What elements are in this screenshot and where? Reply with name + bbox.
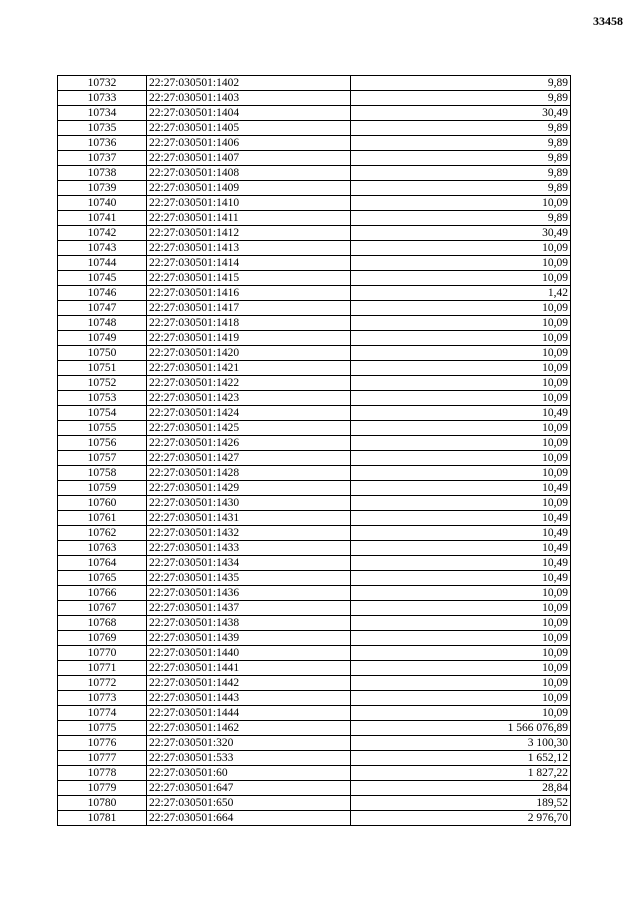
cadastral-number-cell: 22:27:030501:1436: [147, 586, 351, 601]
cadastral-number-cell: 22:27:030501:1438: [147, 616, 351, 631]
cadastral-number-cell: 22:27:030501:1407: [147, 151, 351, 166]
value-cell: 9,89: [351, 166, 571, 181]
row-number-cell: 10775: [58, 721, 147, 736]
table-row: [58, 481, 571, 496]
table-row: [58, 631, 571, 646]
value-cell: 10,09: [351, 256, 571, 271]
row-number-cell: 10764: [58, 556, 147, 571]
row-number-cell: 10758: [58, 466, 147, 481]
table-row: [58, 661, 571, 676]
table-row: [58, 376, 571, 391]
row-number-cell: 10745: [58, 271, 147, 286]
row-number-cell: 10746: [58, 286, 147, 301]
value-cell: 1,42: [351, 286, 571, 301]
cadastral-number-cell: 22:27:030501:1422: [147, 376, 351, 391]
cadastral-number-cell: 22:27:030501:1437: [147, 601, 351, 616]
value-cell: 9,89: [351, 151, 571, 166]
row-number-cell: 10774: [58, 706, 147, 721]
page-number: 33458: [593, 14, 623, 28]
row-number-cell: 10773: [58, 691, 147, 706]
row-number-cell: 10756: [58, 436, 147, 451]
row-number-cell: 10766: [58, 586, 147, 601]
cadastral-number-cell: 22:27:030501:1434: [147, 556, 351, 571]
row-number-cell: 10734: [58, 106, 147, 121]
value-cell: 10,09: [351, 586, 571, 601]
table-row: [58, 301, 571, 316]
cadastral-number-cell: 22:27:030501:1410: [147, 196, 351, 211]
row-number-cell: 10772: [58, 676, 147, 691]
table-row: [58, 361, 571, 376]
value-cell: 10,09: [351, 391, 571, 406]
value-cell: 9,89: [351, 91, 571, 106]
row-number-cell: 10735: [58, 121, 147, 136]
row-number-cell: 10760: [58, 496, 147, 511]
table-row: [58, 706, 571, 721]
table-row: [58, 121, 571, 136]
row-number-cell: 10743: [58, 241, 147, 256]
table-row: [58, 556, 571, 571]
table-row: [58, 346, 571, 361]
value-cell: 10,49: [351, 541, 571, 556]
table-row: [58, 91, 571, 106]
row-number-cell: 10747: [58, 301, 147, 316]
value-cell: 10,49: [351, 556, 571, 571]
cadastral-number-cell: 22:27:030501:647: [147, 781, 351, 796]
cadastral-number-cell: 22:27:030501:1403: [147, 91, 351, 106]
cadastral-number-cell: 22:27:030501:1416: [147, 286, 351, 301]
row-number-cell: 10754: [58, 406, 147, 421]
cadastral-number-cell: 22:27:030501:1426: [147, 436, 351, 451]
row-number-cell: 10757: [58, 451, 147, 466]
cadastral-number-cell: 22:27:030501:1405: [147, 121, 351, 136]
row-number-cell: 10755: [58, 421, 147, 436]
value-cell: 10,09: [351, 466, 571, 481]
table-row: [58, 646, 571, 661]
value-cell: 1 566 076,89: [351, 721, 571, 736]
row-number-cell: 10771: [58, 661, 147, 676]
value-cell: 10,49: [351, 571, 571, 586]
cadastral-number-cell: 22:27:030501:1419: [147, 331, 351, 346]
value-cell: 9,89: [351, 136, 571, 151]
table-row: [58, 781, 571, 796]
value-cell: 10,09: [351, 451, 571, 466]
cadastral-number-cell: 22:27:030501:1441: [147, 661, 351, 676]
value-cell: 10,09: [351, 241, 571, 256]
table-row: [58, 571, 571, 586]
table-row: [58, 196, 571, 211]
table-row: [58, 286, 571, 301]
cadastral-number-cell: 22:27:030501:1424: [147, 406, 351, 421]
row-number-cell: 10732: [58, 76, 147, 91]
row-number-cell: 10753: [58, 391, 147, 406]
table-row: [58, 511, 571, 526]
row-number-cell: 10778: [58, 766, 147, 781]
table-row: [58, 226, 571, 241]
cadastral-number-cell: 22:27:030501:1417: [147, 301, 351, 316]
row-number-cell: 10751: [58, 361, 147, 376]
table-row: [58, 691, 571, 706]
value-cell: 10,49: [351, 511, 571, 526]
row-number-cell: 10737: [58, 151, 147, 166]
value-cell: 10,09: [351, 646, 571, 661]
row-number-cell: 10736: [58, 136, 147, 151]
cadastral-number-cell: 22:27:030501:1431: [147, 511, 351, 526]
cadastral-number-cell: 22:27:030501:1412: [147, 226, 351, 241]
row-number-cell: 10733: [58, 91, 147, 106]
table-row: [58, 421, 571, 436]
cadastral-number-cell: 22:27:030501:1427: [147, 451, 351, 466]
table-row: [58, 211, 571, 226]
table-row: [58, 811, 571, 826]
value-cell: 9,89: [351, 211, 571, 226]
table-row: [58, 601, 571, 616]
row-number-cell: 10739: [58, 181, 147, 196]
cadastral-number-cell: 22:27:030501:1404: [147, 106, 351, 121]
cadastral-number-cell: 22:27:030501:1443: [147, 691, 351, 706]
table-row: [58, 76, 571, 91]
row-number-cell: 10759: [58, 481, 147, 496]
cadastral-number-cell: 22:27:030501:650: [147, 796, 351, 811]
value-cell: 9,89: [351, 181, 571, 196]
cadastral-number-cell: 22:27:030501:1432: [147, 526, 351, 541]
cadastral-number-cell: 22:27:030501:1413: [147, 241, 351, 256]
cadastral-number-cell: 22:27:030501:1415: [147, 271, 351, 286]
value-cell: 10,09: [351, 631, 571, 646]
table-row: [58, 181, 571, 196]
row-number-cell: 10763: [58, 541, 147, 556]
value-cell: 10,49: [351, 406, 571, 421]
row-number-cell: 10765: [58, 571, 147, 586]
value-cell: 9,89: [351, 76, 571, 91]
value-cell: 10,09: [351, 376, 571, 391]
row-number-cell: 10780: [58, 796, 147, 811]
cadastral-number-cell: 22:27:030501:1430: [147, 496, 351, 511]
table-row: [58, 616, 571, 631]
value-cell: 10,49: [351, 481, 571, 496]
table-row: [58, 526, 571, 541]
value-cell: 10,09: [351, 331, 571, 346]
value-cell: 10,09: [351, 616, 571, 631]
cadastral-number-cell: 22:27:030501:1418: [147, 316, 351, 331]
table-row: [58, 436, 571, 451]
cadastral-number-cell: 22:27:030501:1462: [147, 721, 351, 736]
value-cell: 10,09: [351, 196, 571, 211]
cadastral-number-cell: 22:27:030501:1444: [147, 706, 351, 721]
table-row: [58, 106, 571, 121]
cadastral-number-cell: 22:27:030501:1411: [147, 211, 351, 226]
row-number-cell: 10752: [58, 376, 147, 391]
table-row: [58, 586, 571, 601]
row-number-cell: 10776: [58, 736, 147, 751]
table-row: [58, 751, 571, 766]
value-cell: 10,09: [351, 421, 571, 436]
cadastral-number-cell: 22:27:030501:664: [147, 811, 351, 826]
table-row: [58, 736, 571, 751]
value-cell: 10,09: [351, 496, 571, 511]
table-row: [58, 256, 571, 271]
row-number-cell: 10750: [58, 346, 147, 361]
row-number-cell: 10768: [58, 616, 147, 631]
table-row: [58, 541, 571, 556]
cadastral-number-cell: 22:27:030501:1440: [147, 646, 351, 661]
value-cell: 2 976,70: [351, 811, 571, 826]
row-number-cell: 10738: [58, 166, 147, 181]
table-row: [58, 271, 571, 286]
row-number-cell: 10742: [58, 226, 147, 241]
value-cell: 1 652,12: [351, 751, 571, 766]
cadastral-number-cell: 22:27:030501:1439: [147, 631, 351, 646]
table-row: [58, 241, 571, 256]
table-row: [58, 796, 571, 811]
cadastral-number-cell: 22:27:030501:1435: [147, 571, 351, 586]
cadastral-number-cell: 22:27:030501:1402: [147, 76, 351, 91]
table-row: [58, 151, 571, 166]
row-number-cell: 10762: [58, 526, 147, 541]
value-cell: 10,09: [351, 301, 571, 316]
value-cell: 9,89: [351, 121, 571, 136]
table-row: [58, 331, 571, 346]
value-cell: 10,09: [351, 676, 571, 691]
value-cell: 28,84: [351, 781, 571, 796]
cadastral-number-cell: 22:27:030501:1429: [147, 481, 351, 496]
row-number-cell: 10777: [58, 751, 147, 766]
row-number-cell: 10779: [58, 781, 147, 796]
table-row: [58, 451, 571, 466]
table-row: [58, 391, 571, 406]
cadastral-number-cell: 22:27:030501:1409: [147, 181, 351, 196]
row-number-cell: 10748: [58, 316, 147, 331]
table-row: [58, 721, 571, 736]
table-row: [58, 676, 571, 691]
row-number-cell: 10740: [58, 196, 147, 211]
cadastral-number-cell: 22:27:030501:1408: [147, 166, 351, 181]
table-row: [58, 466, 571, 481]
table-body: [58, 76, 571, 826]
table-row: [58, 136, 571, 151]
cadastral-number-cell: 22:27:030501:1421: [147, 361, 351, 376]
value-cell: 10,09: [351, 601, 571, 616]
value-cell: 3 100,30: [351, 736, 571, 751]
cadastral-number-cell: 22:27:030501:1442: [147, 676, 351, 691]
table-row: [58, 406, 571, 421]
cadastral-number-cell: 22:27:030501:1423: [147, 391, 351, 406]
cadastral-number-cell: 22:27:030501:1433: [147, 541, 351, 556]
value-cell: 10,09: [351, 661, 571, 676]
cadastral-number-cell: 22:27:030501:1414: [147, 256, 351, 271]
table-row: [58, 166, 571, 181]
value-cell: 10,09: [351, 361, 571, 376]
table-row: [58, 766, 571, 781]
value-cell: 30,49: [351, 106, 571, 121]
row-number-cell: 10744: [58, 256, 147, 271]
value-cell: 10,09: [351, 346, 571, 361]
value-cell: 10,09: [351, 436, 571, 451]
row-number-cell: 10767: [58, 601, 147, 616]
cadastral-number-cell: 22:27:030501:533: [147, 751, 351, 766]
row-number-cell: 10770: [58, 646, 147, 661]
cadastral-number-cell: 22:27:030501:60: [147, 766, 351, 781]
row-number-cell: 10769: [58, 631, 147, 646]
row-number-cell: 10761: [58, 511, 147, 526]
table-row: [58, 316, 571, 331]
cadastral-number-cell: 22:27:030501:1406: [147, 136, 351, 151]
row-number-cell: 10741: [58, 211, 147, 226]
value-cell: 30,49: [351, 226, 571, 241]
table-row: [58, 496, 571, 511]
cadastral-number-cell: 22:27:030501:1425: [147, 421, 351, 436]
value-cell: 10,09: [351, 691, 571, 706]
value-cell: 10,49: [351, 526, 571, 541]
value-cell: 10,09: [351, 706, 571, 721]
value-cell: 1 827,22: [351, 766, 571, 781]
cadastral-number-cell: 22:27:030501:1428: [147, 466, 351, 481]
row-number-cell: 10749: [58, 331, 147, 346]
value-cell: 10,09: [351, 271, 571, 286]
cadastral-table: [57, 75, 571, 826]
value-cell: 10,09: [351, 316, 571, 331]
row-number-cell: 10781: [58, 811, 147, 826]
cadastral-number-cell: 22:27:030501:320: [147, 736, 351, 751]
cadastral-number-cell: 22:27:030501:1420: [147, 346, 351, 361]
value-cell: 189,52: [351, 796, 571, 811]
